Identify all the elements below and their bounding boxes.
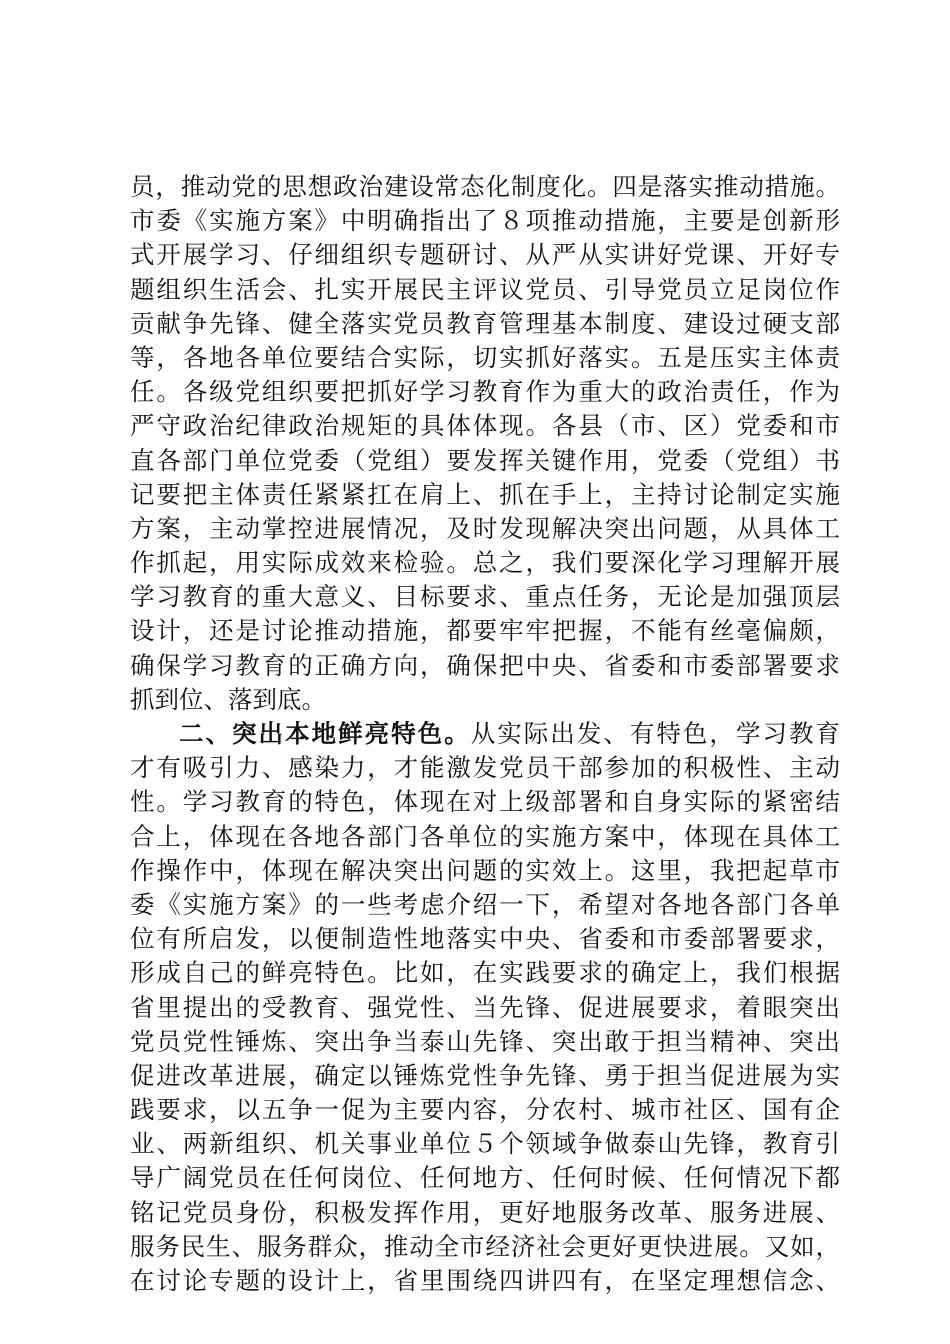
paragraph-1 — [130, 170, 840, 717]
text-line: 才有吸引力、感染力，才能激发党员干部参加的积极性、主动 — [130, 753, 840, 783]
paragraph-2 — [130, 717, 840, 1298]
section-first-line-text: 从实际出发、有特色，学习教育 — [470, 719, 841, 748]
text-line: 促进改革进展，确定以锤炼党性争先锋、勇于担当促进展为实 — [130, 1060, 840, 1090]
text-line: 践要求，以五争一促为主要内容，分农村、城市社区、国有企 — [130, 1095, 840, 1125]
text-line: 员，推动党的思想政治建设常态化制度化。四是落实推动措施。 — [130, 172, 840, 201]
text-line: 作抓起，用实际成效来检验。总之，我们要深化学习理解开展 — [130, 548, 840, 578]
text-line: 等，各地各单位要结合实际，切实抓好落实。五是压实主体责 — [130, 342, 840, 372]
text-line: 贡献争先锋、健全落实党员教育管理基本制度、建设过硬支部 — [130, 308, 840, 338]
section-first-line — [130, 717, 840, 751]
text-line: 党员党性锤炼、突出争当泰山先锋、突出敢于担当精神、突出 — [130, 1026, 840, 1056]
text-line: 委《实施方案》的一些考虑介绍一下，希望对各地各部门各单 — [130, 889, 840, 919]
body-text — [130, 170, 840, 1298]
text-line: 直各部门单位党委（党组）要发挥关键作用，党委（党组）书 — [130, 445, 840, 475]
text-line: 式开展学习、仔细组织专题研讨、从严从实讲好党课、开好专 — [130, 240, 840, 270]
text-line: 任。各级党组织要把抓好学习教育作为重大的政治责任，作为 — [130, 377, 840, 407]
text-line: 作操作中，体现在解决突出问题的实效上。这里，我把起草市 — [130, 855, 840, 885]
text-line: 记要把主体责任紧紧扛在肩上、抓在手上，主持讨论制定实施 — [130, 479, 840, 509]
section-heading: 二、突出本地鲜亮特色。 — [179, 719, 471, 748]
text-line: 学习教育的重大意义、目标要求、重点任务，无论是加强顶层 — [130, 582, 840, 612]
text-line: 设计，还是讨论推动措施，都要牢牢把握，不能有丝毫偏颇， — [130, 616, 840, 646]
text-line: 在讨论专题的设计上，省里围绕四讲四有，在坚定理想信念、 — [130, 1266, 840, 1295]
text-line: 市委《实施方案》中明确指出了８项推动措施，主要是创新形 — [130, 206, 840, 236]
text-line: 合上，体现在各地各部门各单位的实施方案中，体现在具体工 — [130, 821, 840, 851]
text-line: 性。学习教育的特色，体现在对上级部署和自身实际的紧密结 — [130, 787, 840, 817]
text-line: 形成自己的鲜亮特色。比如，在实践要求的确定上，我们根据 — [130, 958, 840, 988]
text-line: 抓到位、落到底。 — [130, 684, 326, 714]
text-line: 位有所启发，以便制造性地落实中央、省委和市委部署要求， — [130, 924, 840, 954]
text-line: 严守政治纪律政治规矩的具体体现。各县（市、区）党委和市 — [130, 411, 840, 441]
text-line: 方案，主动掌控进展情况，及时发现解决突出问题，从具体工 — [130, 513, 840, 543]
text-line: 导广阔党员在任何岗位、任何地方、任何时候、任何情况下都 — [130, 1163, 840, 1193]
text-line: 铭记党员身份，积极发挥作用，更好地服务改革、服务进展、 — [130, 1197, 840, 1227]
text-line: 服务民生、服务群众，推动全市经济社会更好更快进展。又如， — [130, 1231, 840, 1261]
text-line: 省里提出的受教育、强党性、当先锋、促进展要求，着眼突出 — [130, 992, 840, 1022]
text-line: 确保学习教育的正确方向，确保把中央、省委和市委部署要求 — [130, 650, 840, 680]
text-line: 题组织生活会、扎实开展民主评议党员、引导党员立足岗位作 — [130, 274, 840, 304]
text-line: 业、两新组织、机关事业单位５个领域争做泰山先锋，教育引 — [130, 1129, 840, 1159]
